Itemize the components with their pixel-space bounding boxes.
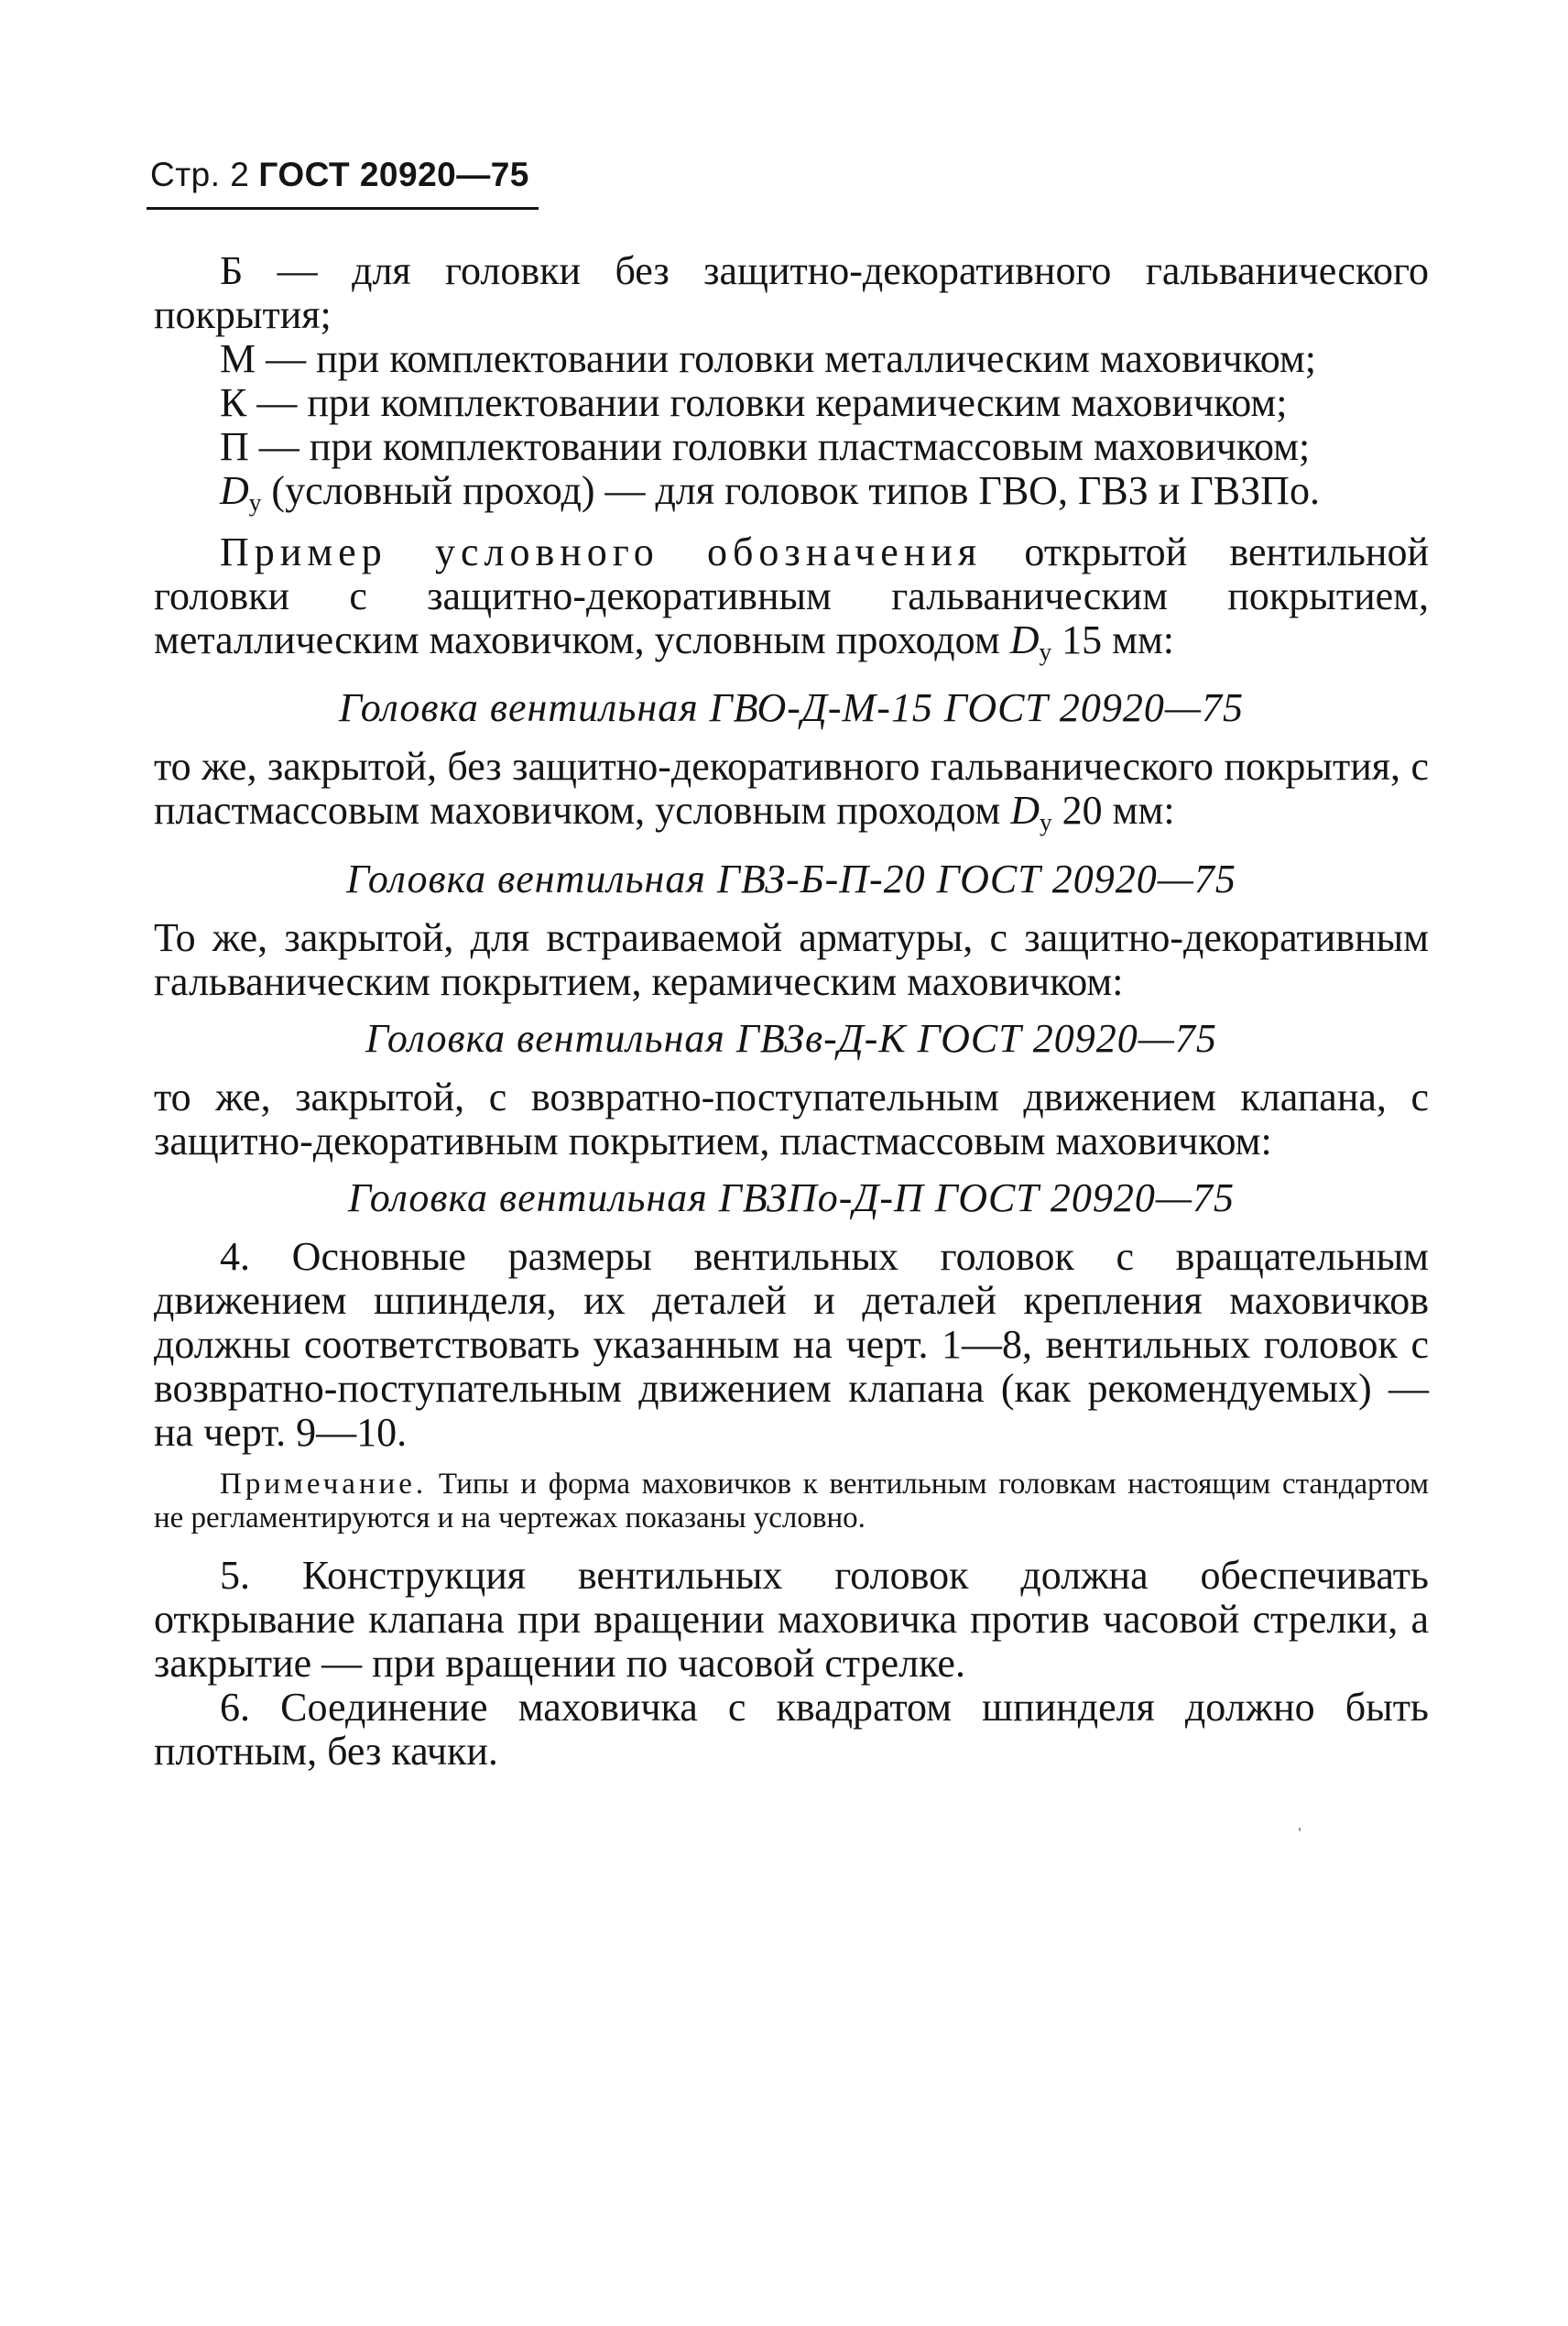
example2-text: то же, закрытой, без защитно-декоративного гальванического покрытия, с пластмассовым маховичком, условным проходом: [154, 744, 1429, 834]
code-k-line: К — при комплектовании головки керамическим маховичком;: [220, 380, 1288, 425]
dy-symbol: D: [220, 468, 249, 513]
example1-text-end: 15 мм:: [1051, 617, 1175, 662]
code-m-line: М — при комплектовании головки металлическим маховичком;: [220, 336, 1317, 381]
designation-example4: Головка вентильная ГВЗПо-Д-П ГОСТ 20920—75: [348, 1174, 1235, 1220]
page-number: Стр. 2: [150, 156, 250, 193]
example3-paragraph: То же, закрытой, для встраиваемой арматуры, с защитно-декоративным гальваническим покрытием, керамическим маховичком:: [154, 914, 1429, 1004]
note-label: Примечание.: [220, 1467, 428, 1501]
note-text: Типы и форма маховичков к вентильным головкам настоящим стандартом не регламентируются и на чертежах показаны условно.: [154, 1467, 1429, 1534]
page-header: [150, 156, 529, 194]
clause-5: 5. Конструкция вентильных головок должна обеспечивать открывание клапана при вращении маховичка против часовой стрелки, а закрытие — при вращении по часовой стрелке.: [154, 1552, 1429, 1686]
document-body: [154, 249, 1429, 1774]
designation-example3: Головка вентильная ГВЗв-Д-К ГОСТ 20920—75: [365, 1015, 1217, 1061]
dy-subscript: у: [248, 488, 262, 517]
example1-dy-subscript: у: [1039, 638, 1052, 666]
dy-line: [154, 469, 1429, 525]
example1-dy-symbol: D: [1009, 617, 1040, 662]
header-rule: [147, 207, 539, 210]
designation-example1: Головка вентильная ГВО-Д-М-15 ГОСТ 20920—75: [338, 685, 1245, 731]
standard-number: ГОСТ 20920—75: [258, 156, 529, 193]
clause-4: 4. Основные размеры вентильных головок с вращательным движением шпинделя, их деталей и деталей крепления маховичков должны соответствовать указанным на черт. 1—8, вентильных головок с возвратно-поступательным движением клапана (как рекомендуемых) — на черт. 9—10.: [154, 1233, 1429, 1455]
example4-paragraph: то же, закрытой, с возвратно-поступательным движением клапана, с защитно-декоративным покрытием, пластмассовым маховичком:: [154, 1074, 1429, 1163]
code-p-line: П — при комплектовании головки пластмассовым маховичком;: [220, 424, 1311, 469]
example1-spaced-lead: Пример условного обозначения: [220, 529, 983, 574]
example1-text: открытой вентильной головки с защитно-декоративным гальваническим покрытием, металлическим маховичком, условным проходом: [154, 529, 1429, 662]
designation-example2: Головка вентильная ГВЗ-Б-П-20 ГОСТ 20920—75: [346, 856, 1236, 901]
example2-dy-subscript: у: [1040, 808, 1052, 836]
scan-mark: [1299, 1828, 1301, 1831]
example2-text-end: 20 мм:: [1051, 788, 1175, 834]
code-b-line: Б — для головки без защитно-декоративного гальванического покрытия;: [154, 248, 1429, 337]
dy-line-text: (условный проход) — для головок типов ГВО, ГВЗ и ГВЗПо.: [261, 468, 1320, 513]
example1-paragraph: [154, 530, 1429, 674]
example2-paragraph: [154, 745, 1429, 845]
note-paragraph: [154, 1468, 1429, 1535]
clause-6: 6. Соединение маховичка с квадратом шпинделя должно быть плотным, без качки.: [154, 1684, 1429, 1774]
example2-dy-symbol: D: [1010, 788, 1040, 834]
